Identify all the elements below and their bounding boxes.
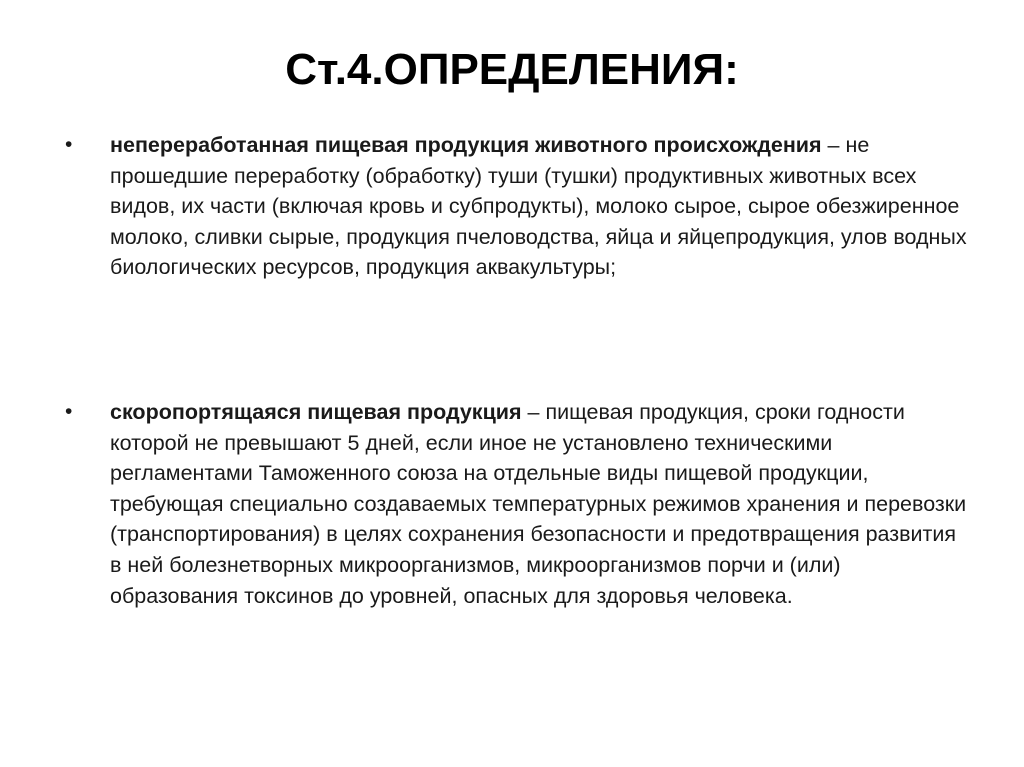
definition-term: непереработанная пищевая продукция животного происхождения [110,133,822,157]
definition-item [65,130,970,283]
slide-title: Ст.4.ОПРЕДЕЛЕНИЯ: [285,45,739,94]
definition-body: – не прошедшие переработку (обработку) туши (тушки) продуктивных животных всех видов, их части (включая кровь и субпродукты), молоко сырое, сырое обезжиренное молоко, сливки сырые, продукция пчеловодства, яйца и яйцепродукция, улов водных биологических ресурсов, продукция аквакультуры; [110,133,967,280]
definition-item [65,397,970,611]
definition-text [110,130,970,283]
definition-term: скоропортящаяся пищевая продукция [110,400,522,424]
bullet-icon: • [65,400,73,423]
definition-text [110,397,970,611]
bullet-icon: • [65,133,73,156]
definition-body: – пищевая продукция, сроки годности которой не превышают 5 дней, если иное не установлено техническими регламентами Таможенного союза на отдельные виды пищевой продукции, требующая специально создаваемых температурных режимов хранения и перевозки (транспортирования) в целях сохранения безопасности и предотвращения развития в ней болезнетворных микроорганизмов, микроорганизмов порчи и (или) образования токсинов до уровней, опасных для здоровья человека. [110,400,967,608]
